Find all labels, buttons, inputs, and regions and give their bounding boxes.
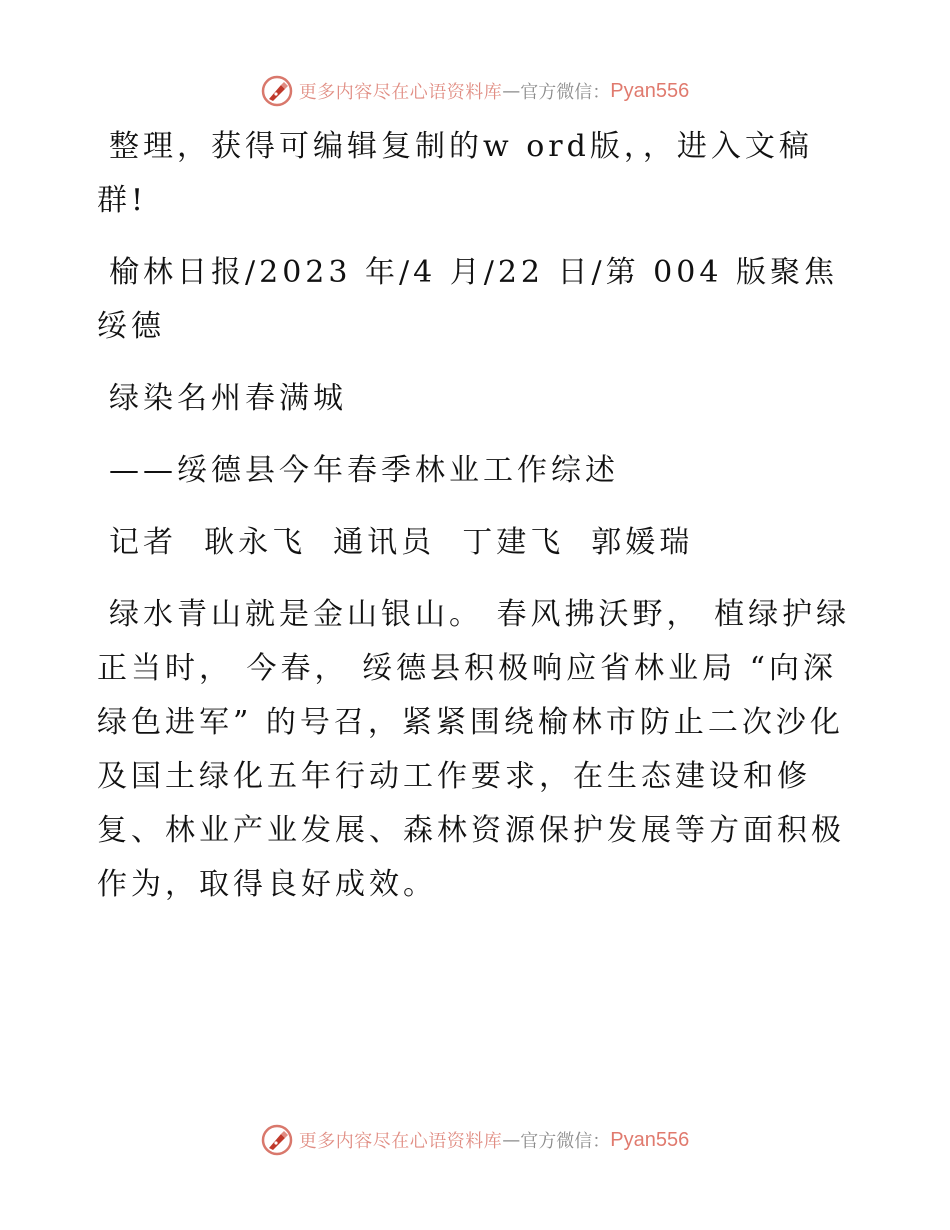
watermark-separator: —	[502, 80, 521, 102]
byline: 记者 耿永飞 通讯员 丁建飞 郭媛瑞	[109, 525, 694, 560]
watermark-separator: —	[502, 1129, 521, 1151]
source-line: 榆林日报/2023 年/4 月/22 日/第 004 版聚焦绥德	[97, 255, 838, 344]
pen-nib-logo-icon	[261, 75, 293, 107]
document-body	[97, 120, 852, 930]
watermark-colon: ：	[592, 1131, 611, 1152]
article-title: 绿染名州春满城	[109, 381, 347, 416]
bottom-watermark	[0, 1120, 950, 1160]
top-watermark	[0, 71, 950, 111]
article-subtitle: ——绥德县今年春季林业工作综述	[109, 453, 619, 488]
watermark-label: 官方微信	[520, 82, 593, 103]
watermark-account: Pyan556	[610, 1128, 690, 1151]
watermark-site-text: 更多内容尽在心语资料库	[298, 1131, 503, 1152]
intro-paragraph: 整理，获得可编辑复制的w ord版，，进入文稿群!	[97, 129, 813, 218]
watermark-site-text: 更多内容尽在心语资料库	[298, 82, 503, 103]
watermark-colon: ：	[592, 82, 611, 103]
pen-nib-logo-icon	[261, 1124, 293, 1156]
body-paragraph: 绿水青山就是金山银山。 春风拂沃野， 植绿护绿正当时， 今春， 绥德县积极响应省林业局 “向深绿色进军” 的号召，紧紧围绕榆林市防止二次沙化及国土绿化五年行动工作要求，在生态建设和修复、林业产业发展、森林资源保护发展等方面积极作为，取得良好成效。	[97, 597, 851, 902]
watermark-label: 官方微信	[520, 1131, 593, 1152]
watermark-account: Pyan556	[610, 79, 690, 102]
